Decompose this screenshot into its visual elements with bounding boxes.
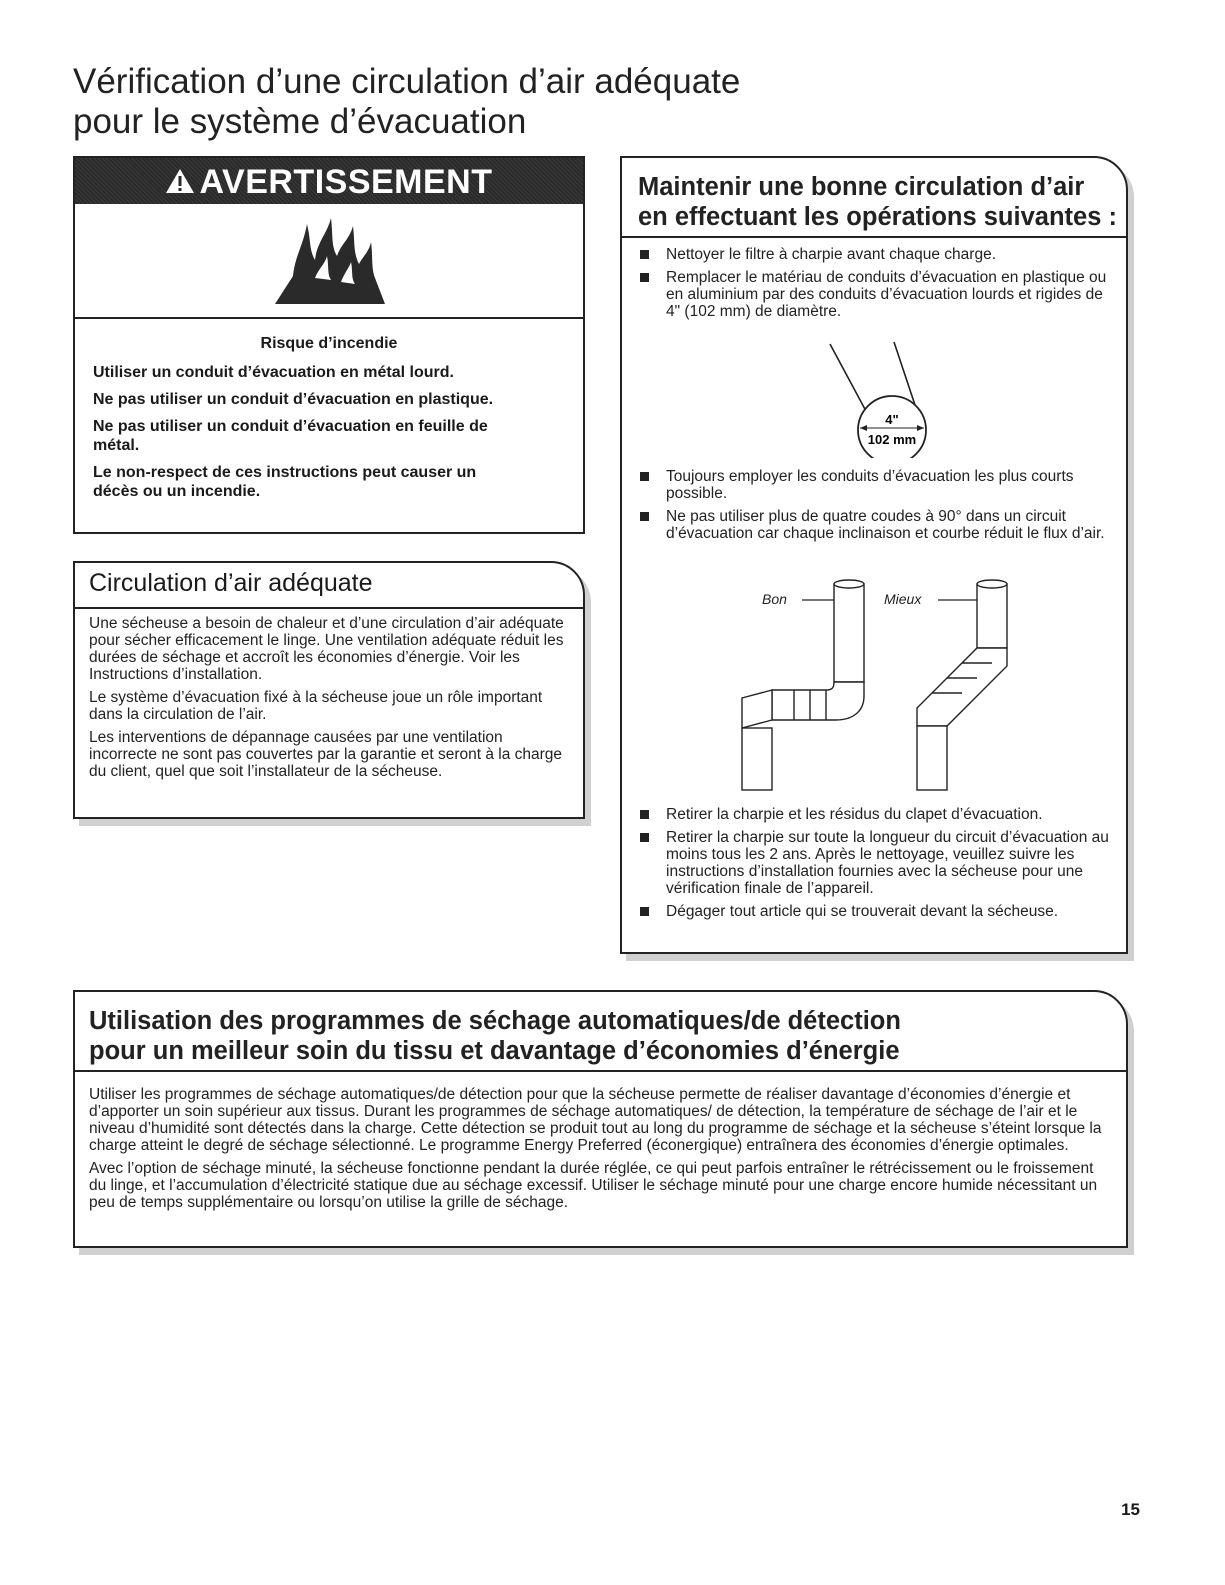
warning-line: Ne pas utiliser un conduit d’évacuation en feuille de métal. xyxy=(93,418,488,454)
warning-header-text: AVERTISSEMENT xyxy=(199,163,493,201)
list-item: Retirer la charpie sur toute la longueur du circuit d’évacuation au moins tous les 2 ans. Après le nettoyage, veuillez suivre les instructions d’installation fournies avec la sécheuse pour une vérification finale de l’appareil. xyxy=(640,829,1116,897)
fire-panel xyxy=(75,204,583,319)
elbow-comparison-diagram xyxy=(722,578,1042,798)
bullet-square-icon xyxy=(640,250,649,259)
maintain-section xyxy=(620,156,1128,954)
bullet-square-icon xyxy=(640,833,649,842)
bullet-square-icon xyxy=(640,512,649,521)
bullet-square-icon xyxy=(640,273,649,282)
bullet-square-icon xyxy=(640,472,649,481)
section-divider xyxy=(75,1070,1126,1072)
list-item: Ne pas utiliser plus de quatre coudes à 90° dans un circuit d’évacuation car chaque inclinaison et courbe réduit le flux d’air. xyxy=(640,508,1116,542)
auto-dry-section xyxy=(73,990,1128,1248)
list-item: Dégager tout article qui se trouverait devant la sécheuse. xyxy=(640,903,1116,920)
list-item: Retirer la charpie et les résidus du clapet d’évacuation. xyxy=(640,806,1116,823)
page-title xyxy=(73,62,973,142)
maintain-title-line2: en effectuant les opérations suivantes : xyxy=(638,203,1117,231)
circulation-section xyxy=(73,561,585,819)
maintain-list-top xyxy=(640,246,1116,326)
bullet-square-icon xyxy=(640,907,649,916)
maintain-list-bottom xyxy=(640,806,1116,926)
page-title-line2: pour le système d’évacuation xyxy=(73,102,527,141)
duct-label-inches: 4" xyxy=(885,412,899,427)
warning-triangle-icon xyxy=(165,160,195,208)
list-item: Nettoyer le filtre à charpie avant chaque charge. xyxy=(640,246,1116,263)
warning-text xyxy=(93,334,565,509)
section-divider xyxy=(622,236,1126,238)
circulation-title: Circulation d’air adéquate xyxy=(89,569,373,597)
circulation-text xyxy=(89,615,571,786)
paragraph: Utiliser les programmes de séchage automatiques/de détection pour que la sécheuse permette de réaliser davantage d’économies d’énergie et d’apporter un soin supérieur aux tissus. Durant les programmes de séchage automatiques/ de détection, la température de séchage de l’air et le niveau d’humidité sont détectés dans la charge. Cette détection se produit tout au long du programme de séchage et la sécheuse s’éteint lorsque la charge atteint le degré de séchage sélectionné. Le programme Energy Preferred (éconergique) entraînera des économies d’énergie optimales. xyxy=(89,1086,1102,1154)
fire-icon xyxy=(275,216,385,308)
auto-dry-text xyxy=(89,1086,1112,1217)
duct-diameter-diagram xyxy=(812,338,952,458)
list-item: Remplacer le matériau de conduits d’évacuation en plastique ou en aluminium par des conduits d’évacuation lourds et rigides de 4" (102 mm) de diamètre. xyxy=(640,269,1116,320)
maintain-title-line1: Maintenir une bonne circulation d’air xyxy=(638,173,1085,201)
page-title-line1: Vérification d’une circulation d’air adéquate xyxy=(73,62,741,101)
warning-line: Utiliser un conduit d’évacuation en métal lourd. xyxy=(93,364,454,381)
auto-dry-title-line1: Utilisation des programmes de séchage automatiques/de détection xyxy=(89,1007,901,1035)
list-item: Toujours employer les conduits d’évacuation les plus courts possible. xyxy=(640,468,1116,502)
paragraph: Avec l’option de séchage minuté, la sécheuse fonctionne pendant la durée réglée, ce qui peut parfois entraîner le rétrécissement ou le froissement du linge, et l’accumulation d’électricité statique due au séchage excessif. Utiliser le séchage minuté pour une charge encore humide nécessitant un peu de temps supplémentaire ou lorsqu’on utilise la grille de séchage. xyxy=(89,1160,1098,1211)
paragraph: Une sécheuse a besoin de chaleur et d’une circulation d’air adéquate pour sécher efficacement le linge. Une ventilation adéquate réduit les durées de séchage et accroît les économies d’énergie. Voir les Instructions d’installation. xyxy=(89,615,564,683)
page-number: 15 xyxy=(1121,1500,1140,1519)
bullet-square-icon xyxy=(640,810,649,819)
warning-header xyxy=(75,158,583,204)
duct-label-mm: 102 mm xyxy=(867,432,917,447)
label-better: Mieux xyxy=(884,591,922,607)
paragraph: Les interventions de dépannage causées par une ventilation incorrecte ne sont pas couvertes par la garantie et seront à la charge du client, quel que soit l’installateur de la sécheuse. xyxy=(89,729,563,780)
maintain-list-mid xyxy=(640,468,1116,548)
warning-box xyxy=(73,156,585,534)
warning-line: Le non-respect de ces instructions peut causer un décès ou un incendie. xyxy=(93,464,477,500)
auto-dry-title xyxy=(89,1006,901,1066)
auto-dry-title-line2: pour un meilleur soin du tissu et davantage d’économies d’énergie xyxy=(89,1037,900,1065)
maintain-title xyxy=(638,172,1117,232)
paragraph: Le système d’évacuation fixé à la sécheuse joue un rôle important dans la circulation de l’air. xyxy=(89,689,543,723)
section-divider xyxy=(75,607,583,609)
label-good: Bon xyxy=(762,591,787,607)
warning-hazard: Risque d’incendie xyxy=(260,335,398,352)
warning-line: Ne pas utiliser un conduit d’évacuation en plastique. xyxy=(93,391,494,408)
